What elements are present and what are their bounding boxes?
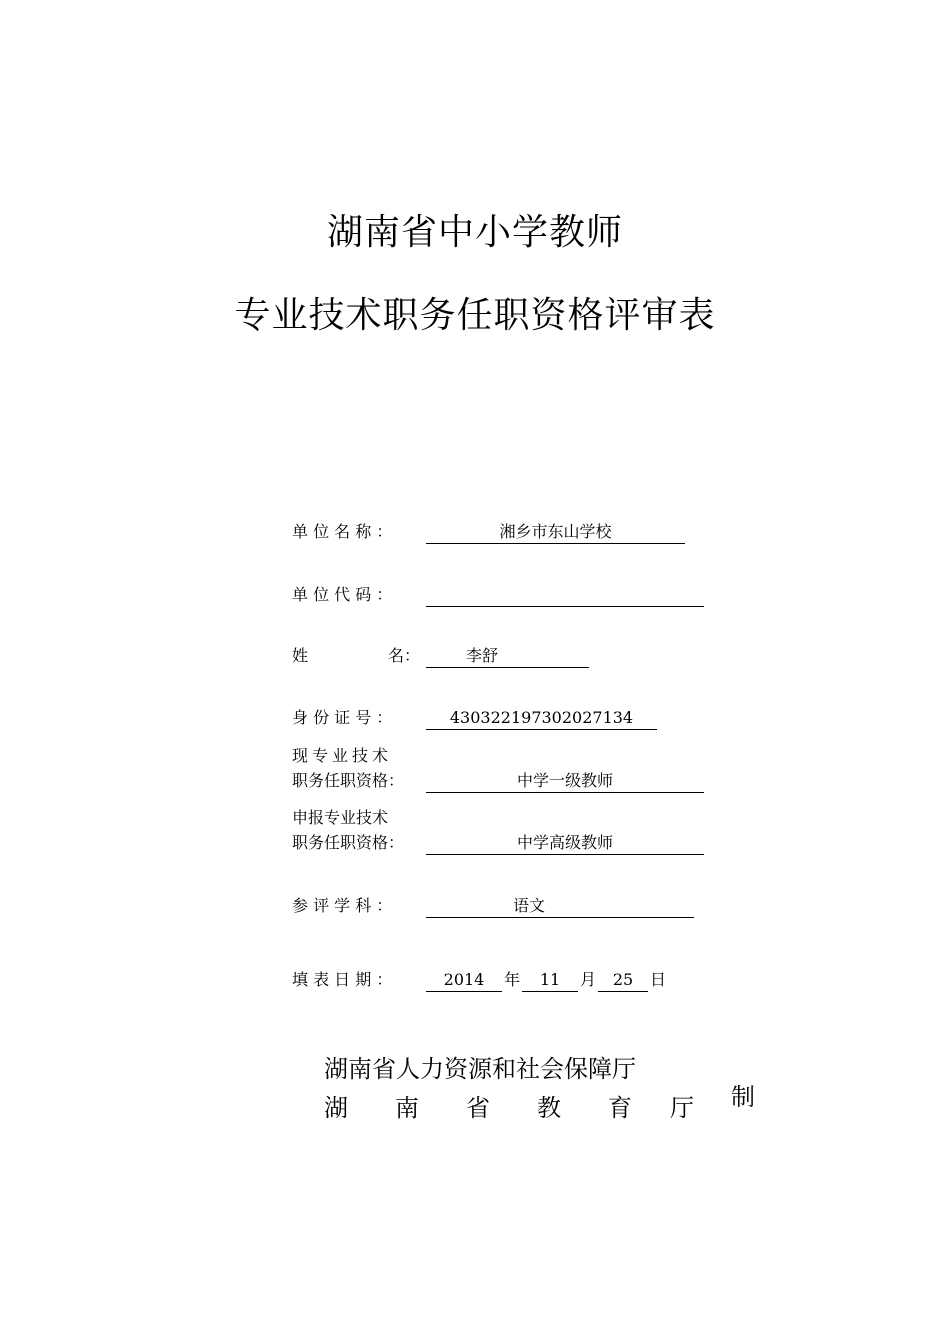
issuer2-char: 省 xyxy=(466,1094,490,1122)
issuer2-char: 南 xyxy=(395,1094,419,1122)
id-number-field[interactable]: 430322197302027134 xyxy=(426,708,657,730)
issuer2-char: 厅 xyxy=(670,1094,694,1122)
issuer-education-department xyxy=(324,1093,694,1123)
form-title-line2: 专业技术职务任职资格评审表 xyxy=(234,295,716,336)
unit-name-field[interactable]: 湘乡市东山学校 xyxy=(426,522,685,544)
issuer2-char: 育 xyxy=(608,1094,632,1122)
issuer-suffix: 制 xyxy=(731,1083,755,1111)
subject-value: 语文 xyxy=(513,896,546,915)
current-title-label-line1: 现专业技术 xyxy=(292,746,393,765)
applied-title-label-line1: 申报专业技术 xyxy=(292,808,389,827)
subject-label: 参 评 学 科 ： xyxy=(292,896,393,915)
id-number-label: 身 份 证 号 ： xyxy=(292,708,393,727)
current-title-label-line2: 职务任职资格： xyxy=(292,771,405,790)
issuer2-char: 湖 xyxy=(324,1094,348,1122)
subject-field[interactable] xyxy=(426,896,694,918)
fill-date-day-field[interactable]: 25 xyxy=(598,970,648,992)
applied-title-field[interactable]: 中学高级教师 xyxy=(426,833,704,855)
current-title-field[interactable]: 中学一级教师 xyxy=(426,771,704,793)
fill-date-year-unit: 年 xyxy=(504,970,521,989)
fill-date-month-field[interactable]: 11 xyxy=(522,970,578,992)
name-field[interactable] xyxy=(426,646,589,668)
issuer2-char: 教 xyxy=(537,1094,561,1122)
unit-name-label: 单 位 名 称 ： xyxy=(292,522,393,541)
name-label-first: 姓 xyxy=(292,646,309,665)
fill-date-month-unit: 月 xyxy=(580,970,597,989)
unit-code-label: 单 位 代 码 ： xyxy=(292,585,393,604)
issuer-hr-department: 湖南省人力资源和社会保障厅 xyxy=(324,1055,636,1083)
unit-code-field[interactable] xyxy=(426,585,704,607)
name-label-second: 名： xyxy=(388,646,421,665)
form-title-line1: 湖南省中小学教师 xyxy=(326,212,623,253)
fill-date-year-field[interactable]: 2014 xyxy=(426,970,502,992)
fill-date-label: 填 表 日 期 ： xyxy=(292,970,393,989)
applied-title-label-line2: 职务任职资格： xyxy=(292,833,405,852)
name-value: 李舒 xyxy=(466,646,499,665)
fill-date-day-unit: 日 xyxy=(650,970,667,989)
